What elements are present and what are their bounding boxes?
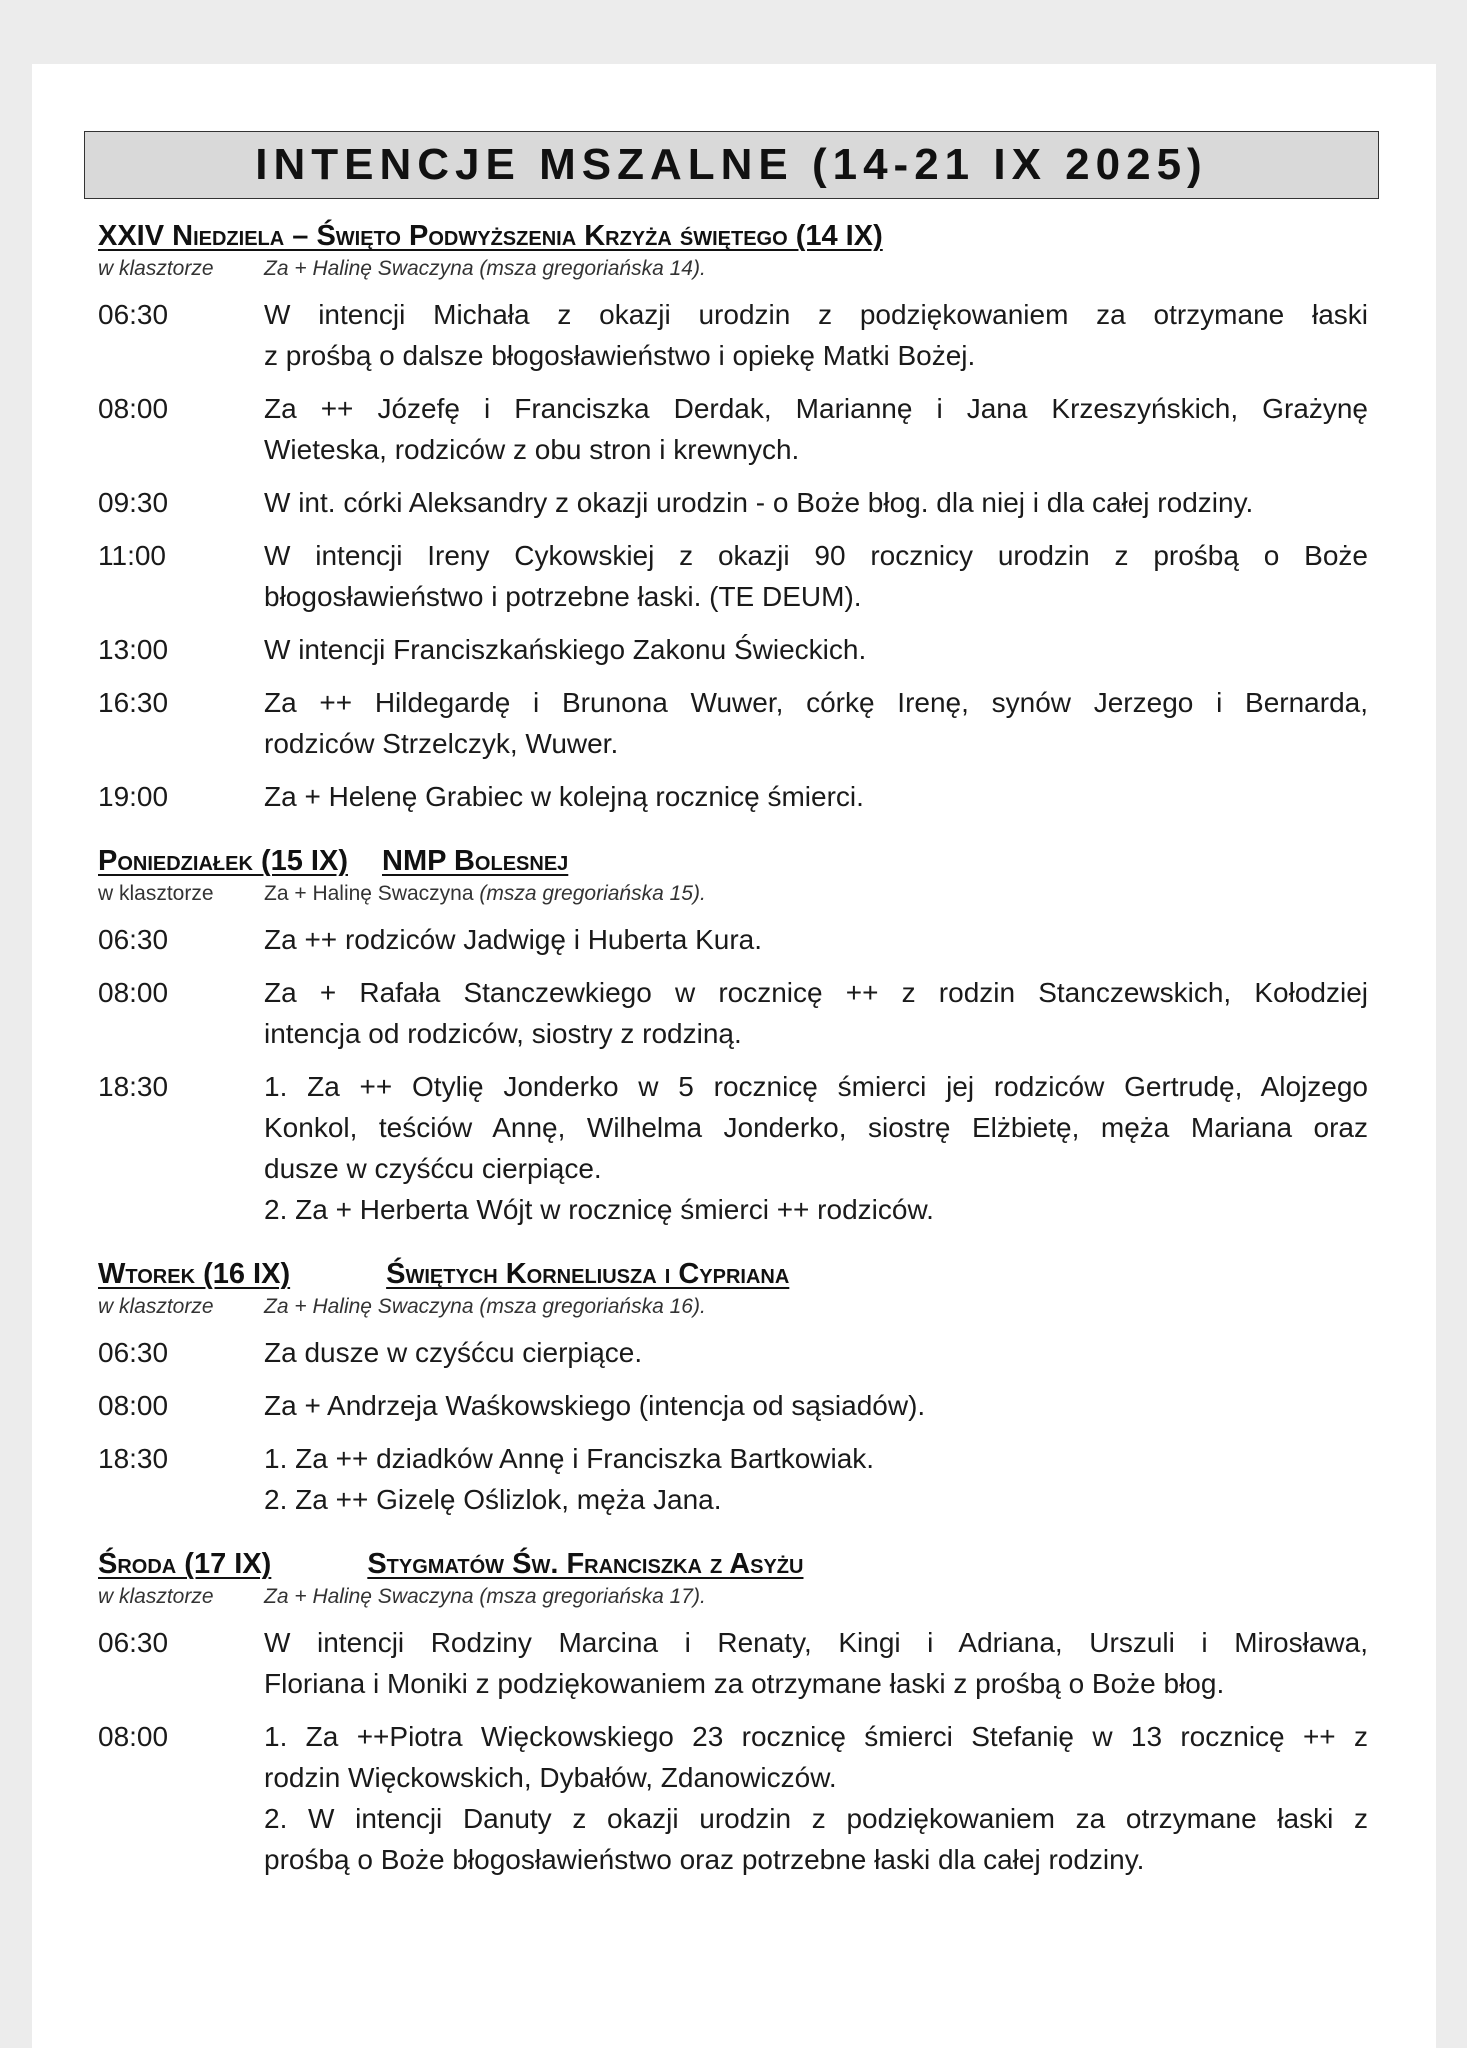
mass-entry [98,776,1368,817]
monastery-note [98,1292,1368,1324]
mass-entry [98,682,1368,764]
mass-intention [264,629,1368,670]
page-title: INTENCJE MSZALNE (14-21 IX 2025) [84,131,1379,199]
day-heading [98,218,1368,254]
day-section [98,1546,1368,1880]
note-gregorian: (msza gregoriańska 15). [473,882,706,905]
intentions-list [98,218,1368,1906]
mass-intention [264,388,1368,470]
mass-time: 16:30 [98,687,169,718]
mass-intention [264,972,1368,1054]
mass-entry [98,919,1368,960]
mass-intention [264,535,1368,617]
intention-line: rodzin Więckowskich, Dybałów, Zdanowiczów. [264,1762,837,1793]
day-section [98,843,1368,1230]
day-heading-feast: Stygmatów Św. Franciszka z Asyżu [367,1548,804,1580]
mass-intention [264,1622,1368,1704]
mass-entry [98,1438,1368,1520]
intention-line: Za + Helenę Grabiec w kolejną rocznicę śmierci. [264,781,864,812]
intention-line: W intencji Franciszkańskiego Zakonu Świeckich. [264,634,867,665]
mass-intention [264,682,1368,764]
intention-line: Za + Andrzeja Waśkowskiego (intencja od sąsiadów). [264,1390,926,1421]
day-section [98,1256,1368,1520]
mass-entry [98,1066,1368,1230]
intention-line: rodziców Strzelczyk, Wuwer. [264,728,619,759]
mass-entry [98,388,1368,470]
day-heading [98,843,1368,879]
intention-line: Za ++ Józefę i Franciszka Derdak, Mariannę i Jana Krzeszyńskich, Grażynę [264,393,1368,424]
note-intention: Za + Halinę Swaczyna [264,1585,474,1608]
day-heading-date: Środa (17 IX) [98,1548,272,1580]
mass-time: 09:30 [98,487,169,518]
intention-line: Za ++ rodziców Jadwigę i Huberta Kura. [264,924,763,955]
mass-time: 06:30 [98,299,169,330]
mass-entry [98,1622,1368,1704]
mass-entry [98,1385,1368,1426]
intention-line: błogosławieństwo i potrzebne łaski. (TE DEUM). [264,581,862,612]
day-heading-date: Wtorek (16 IX) [98,1258,291,1290]
monastery-note [98,1582,1368,1614]
intention-line: Za ++ Hildegardę i Brunona Wuwer, córkę Irenę, synów Jerzego i Bernarda, [264,687,1368,718]
monastery-note [98,879,1368,911]
mass-intention [264,919,1368,960]
note-location: w klasztorze [98,1295,214,1318]
intention-line: Floriana i Moniki z podziękowaniem za otrzymane łaski z prośbą o Boże błog. [264,1668,1225,1699]
mass-time: 08:00 [98,977,169,1008]
mass-entry [98,535,1368,617]
intention-line: W int. córki Aleksandry z okazji urodzin - o Boże błog. dla niej i dla całej rodziny. [264,487,1254,518]
note-intention: Za + Halinę Swaczyna [264,882,474,905]
mass-time: 08:00 [98,1721,169,1752]
mass-entry [98,1716,1368,1880]
intention-line: dusze w czyśćcu cierpiące. [264,1153,602,1184]
intention-line: 2. W intencji Danuty z okazji urodzin z podziękowaniem za otrzymane łaski z [264,1803,1368,1834]
intention-line: z prośbą o dalsze błogosławieństwo i opiekę Matki Bożej. [264,340,976,371]
note-location: w klasztorze [98,882,214,905]
intention-line: W intencji Rodziny Marcina i Renaty, Kingi i Adriana, Urszuli i Mirosława, [264,1627,1368,1658]
note-location: w klasztorze [98,257,214,280]
mass-time: 08:00 [98,393,169,424]
intention-line: 2. Za ++ Gizelę Oślizlok, męża Jana. [264,1484,722,1515]
intention-line: W intencji Ireny Cykowskiej z okazji 90 rocznicy urodzin z prośbą o Boże [264,540,1368,571]
mass-time: 18:30 [98,1443,169,1474]
intention-line: prośbą o Boże błogosławieństwo oraz potrzebne łaski dla całej rodziny. [264,1844,1145,1875]
intention-line: Wieteska, rodziców z obu stron i krewnych. [264,434,800,465]
mass-entry [98,294,1368,376]
mass-time: 06:30 [98,924,169,955]
mass-time: 11:00 [98,540,166,571]
mass-intention [264,1385,1368,1426]
mass-intention [264,1716,1368,1880]
document-page [32,64,1436,2048]
note-gregorian: (msza gregoriańska 17). [473,1585,706,1608]
mass-time: 06:30 [98,1337,169,1368]
mass-intention [264,1332,1368,1373]
mass-time: 06:30 [98,1627,169,1658]
mass-time: 18:30 [98,1071,169,1102]
mass-time: 19:00 [98,781,169,812]
intention-line: intencja od rodziców, siostry z rodziną. [264,1018,742,1049]
day-section [98,218,1368,817]
day-heading-feast: Świętych Korneliusza i Cypriana [386,1258,790,1290]
note-gregorian: (msza gregoriańska 16). [473,1295,706,1318]
mass-intention [264,776,1368,817]
mass-entry [98,482,1368,523]
intention-line: 1. Za ++ dziadków Annę i Franciszka Bartkowiak. [264,1443,875,1474]
mass-entry [98,1332,1368,1373]
day-heading-date: Poniedziałek (15 IX) [98,845,348,877]
intention-line: Za dusze w czyśćcu cierpiące. [264,1337,643,1368]
mass-intention [264,1066,1368,1230]
mass-entry [98,629,1368,670]
intention-line: Za + Rafała Stanczewkiego w rocznicę ++ z rodzin Stanczewskich, Kołodziej [264,977,1368,1008]
intention-line: 2. Za + Herberta Wójt w rocznicę śmierci ++ rodziców. [264,1194,934,1225]
mass-intention [264,1438,1368,1520]
mass-entry [98,972,1368,1054]
monastery-note [98,254,1368,286]
intention-line: W intencji Michała z okazji urodzin z podziękowaniem za otrzymane łaski [264,299,1368,330]
mass-intention [264,482,1368,523]
mass-time: 13:00 [98,634,169,665]
note-intention: Za + Halinę Swaczyna [264,257,474,280]
intention-line: Konkol, teściów Annę, Wilhelma Jonderko, siostrę Elżbietę, męża Mariana oraz [264,1112,1368,1143]
day-heading-feast: NMP Bolesnej [382,845,569,877]
note-location: w klasztorze [98,1585,214,1608]
intention-line: 1. Za ++Piotra Więckowskiego 23 rocznicę śmierci Stefanię w 13 rocznicę ++ z [264,1721,1368,1752]
intention-line: 1. Za ++ Otylię Jonderko w 5 rocznicę śmierci jej rodziców Gertrudę, Alojzego [264,1071,1368,1102]
day-heading [98,1546,1368,1582]
mass-intention [264,294,1368,376]
day-heading [98,1256,1368,1292]
note-intention: Za + Halinę Swaczyna [264,1295,474,1318]
note-gregorian: (msza gregoriańska 14). [473,257,706,280]
day-heading-date: XXIV Niedziela – Święto Podwyższenia Krzyża świętego (14 IX) [98,220,883,252]
mass-time: 08:00 [98,1390,169,1421]
